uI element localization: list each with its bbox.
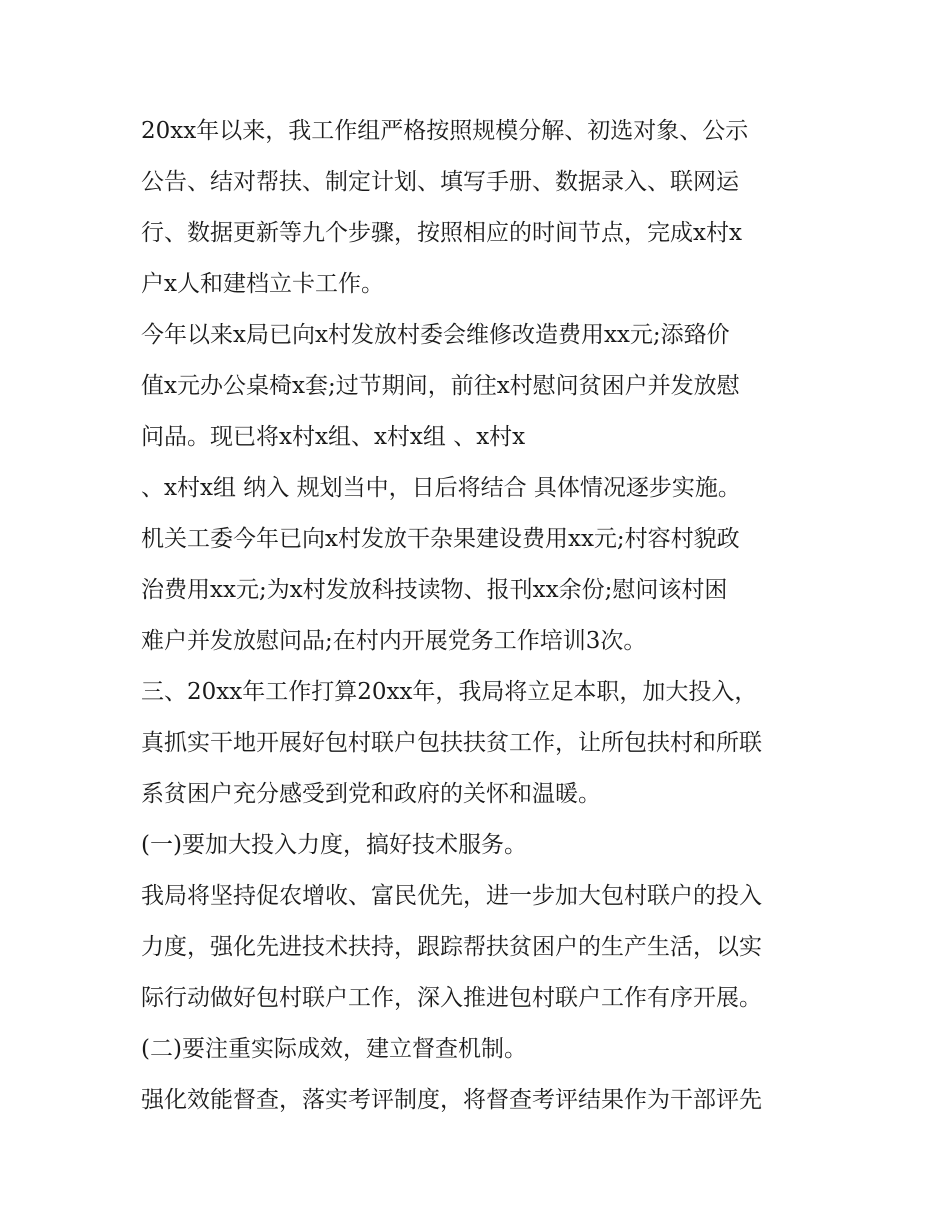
text-line: 力度，强化先进技术扶持，跟踪帮扶贫困户的生产生活，以实 xyxy=(141,934,762,960)
text-line: 三、20xx年工作打算20xx年，我局将立足本职，加大投入， xyxy=(141,679,758,705)
text-line: 今年以来x局已向x村发放村委会维修改造费用xx元;添臵价 xyxy=(141,322,730,348)
text-line: 、x村x组 纳入 规划当中，日后将结合 具体情况逐步实施。 xyxy=(141,475,741,501)
text-line: 我局将坚持促农增收、富民优先，进一步加大包村联户的投入 xyxy=(141,883,762,909)
text-line: 系贫困户充分感受到党和政府的关怀和温暖。 xyxy=(141,781,601,807)
text-line: 际行动做好包村联户工作，深入推进包村联户工作有序开展。 xyxy=(141,985,762,1011)
text-line: 问品。现已将x村x组、x村x组 、x村x xyxy=(141,424,526,450)
text-line: 公告、结对帮扶、制定计划、填写手册、数据录入、联网运 xyxy=(141,169,739,195)
document-body xyxy=(141,106,821,1126)
text-line: 真抓实干地开展好包村联户包扶扶贫工作，让所包扶村和所联 xyxy=(141,730,762,756)
text-line: 20xx年以来，我工作组严格按照规模分解、初选对象、公示 xyxy=(141,118,749,144)
text-line: 值x元办公桌椅x套;过节期间，前往x村慰问贫困户并发放慰 xyxy=(141,373,740,399)
text-line: 难户并发放慰问品;在村内开展党务工作培训3次。 xyxy=(141,628,647,654)
text-line: 治费用xx元;为x村发放科技读物、报刊xx余份;慰问该村困 xyxy=(141,577,728,603)
text-line: 机关工委今年已向x村发放干杂果建设费用xx元;村容村貌政 xyxy=(141,526,740,552)
text-line: 行、数据更新等九个步骤，按照相应的时间节点，完成x村x xyxy=(141,220,742,246)
text-line: 强化效能督查，落实考评制度，将督查考评结果作为干部评先 xyxy=(141,1087,762,1113)
text-line: (一)要加大投入力度，搞好技术服务。 xyxy=(141,832,527,858)
text-line: (二)要注重实际成效，建立督查机制。 xyxy=(141,1036,527,1062)
text-line: 户x人和建档立卡工作。 xyxy=(141,271,384,297)
